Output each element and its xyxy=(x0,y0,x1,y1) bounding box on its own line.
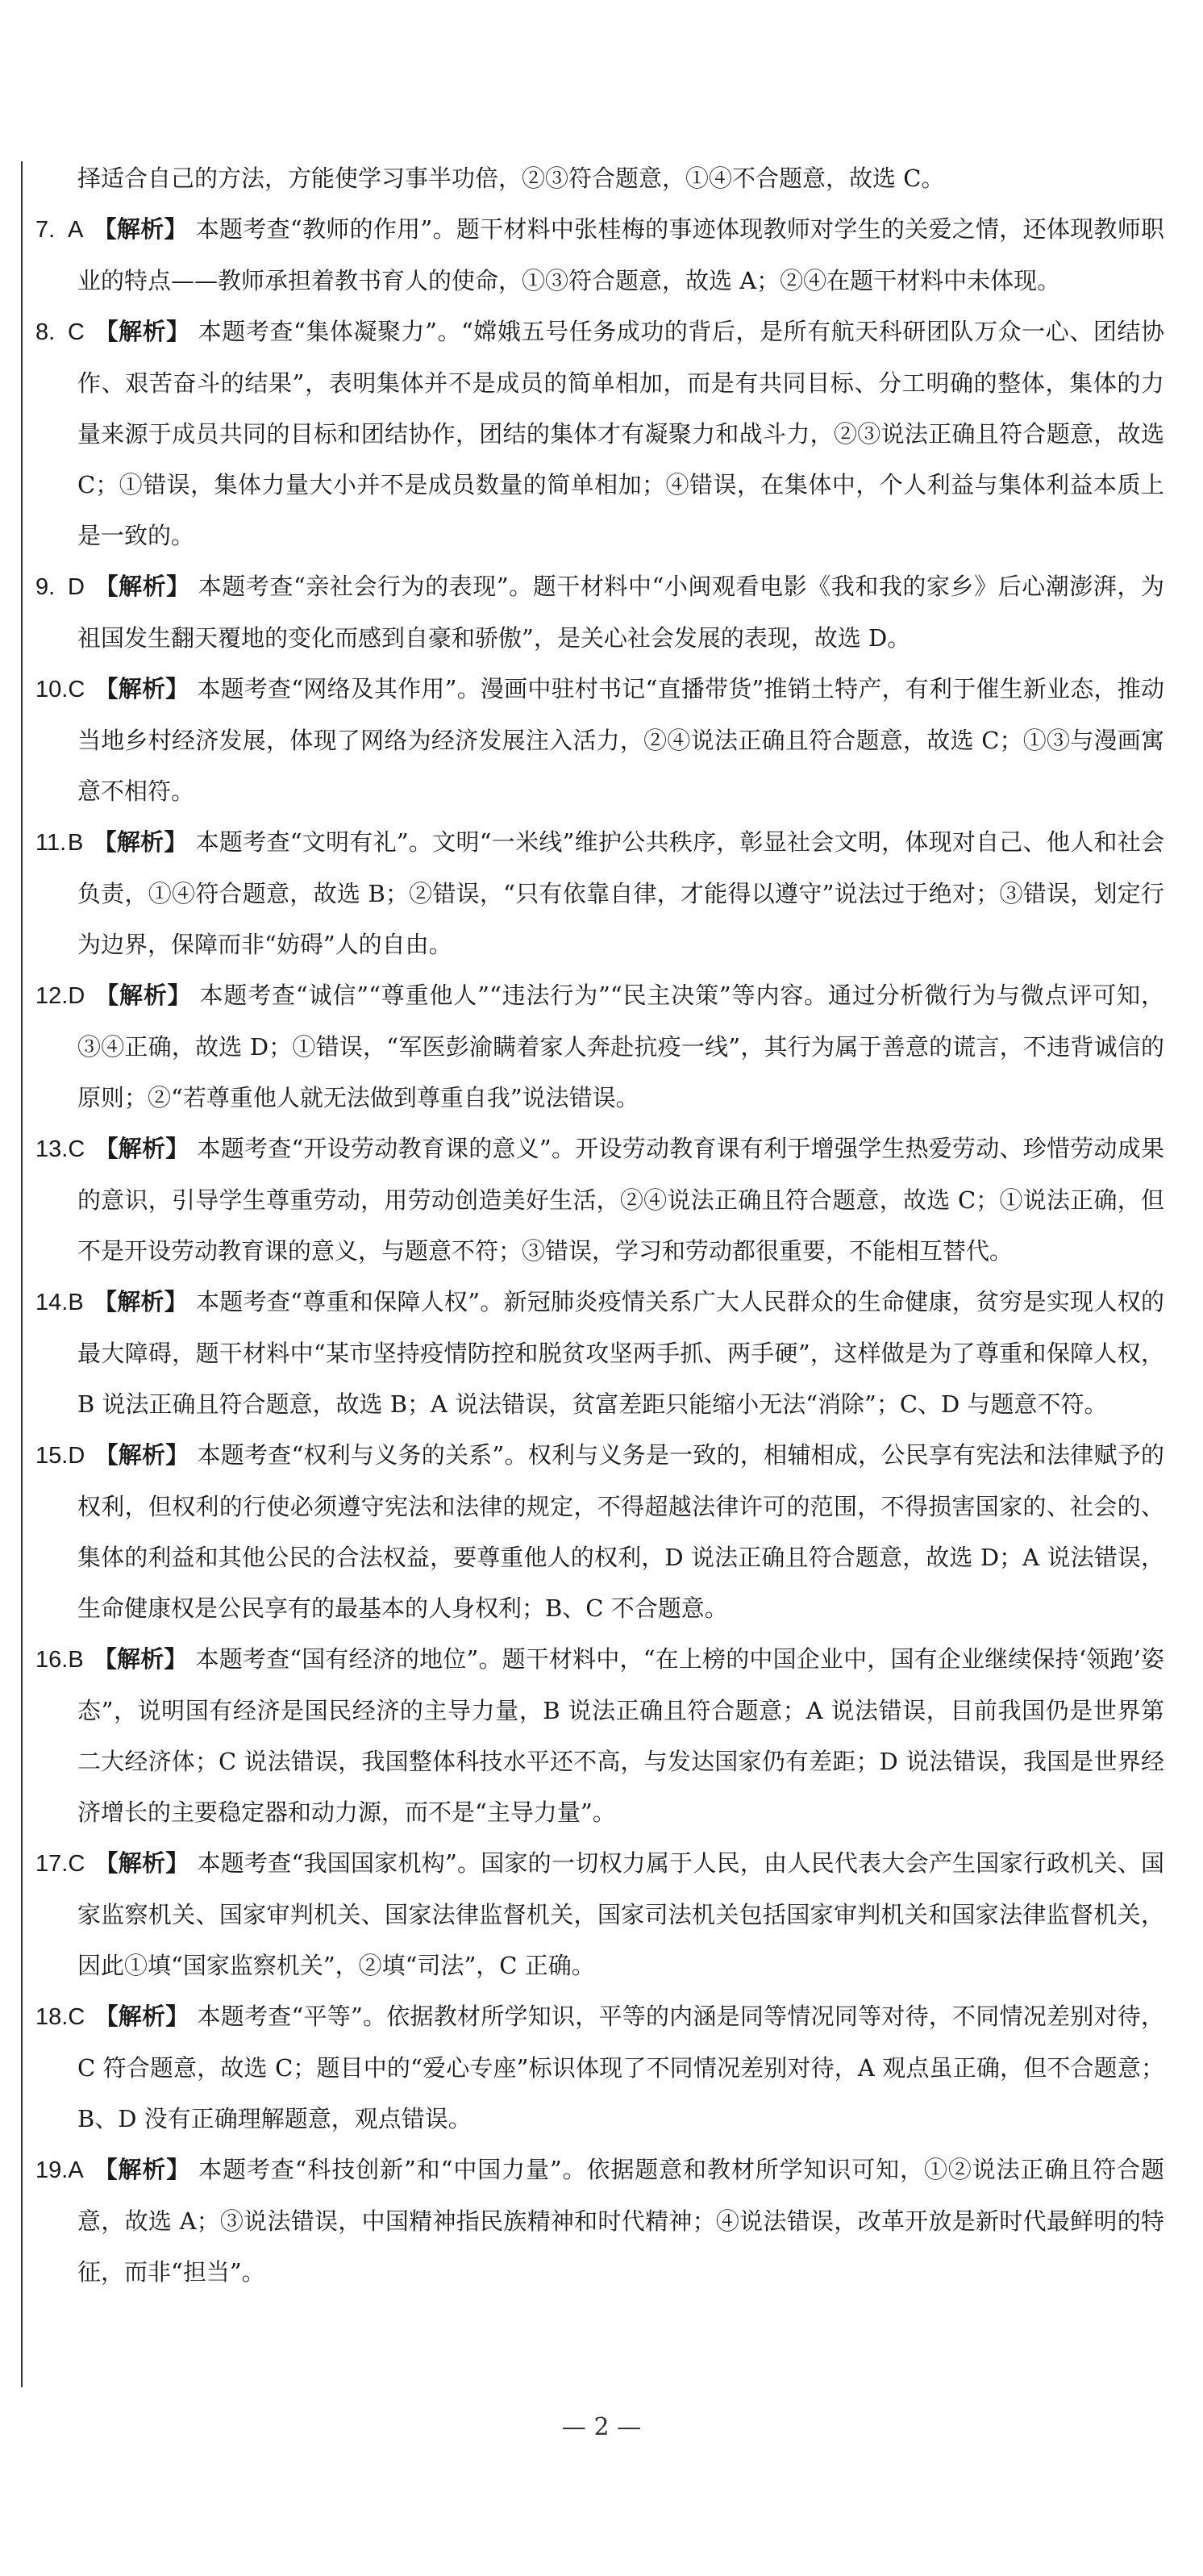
analysis-tag: 【解析】 xyxy=(94,675,189,702)
list-item xyxy=(35,1123,1164,1277)
explanation-text: 本题考查“开设劳动教育课的意义”。开设劳动教育课有利于增强学生热爱劳动、珍惜劳动成果的意识，引导学生尊重劳动，用劳动创造美好生活，②④说法正确且符合题意，故选 C；①说法正确，但不是开设劳动教育课的意义，与题意不符；③错误，学习和劳动都很重要，不能相互替代。 xyxy=(77,1135,1164,1265)
list-item xyxy=(35,664,1164,817)
list-item xyxy=(35,1430,1164,1634)
analysis-tag: 【解析】 xyxy=(93,828,188,856)
answer-letter: D xyxy=(68,574,85,600)
question-number: 7. xyxy=(35,217,56,243)
answer-letter: D xyxy=(68,983,85,1009)
answer-explanations xyxy=(35,153,1164,2298)
analysis-tag: 【解析】 xyxy=(94,1441,189,1469)
question-number: 9. xyxy=(35,574,56,600)
answer-letter: C xyxy=(68,677,85,702)
explanation-text: 本题考查“国有经济的地位”。题干材料中，“在上榜的中国企业中，国有企业继续保持‘领跑’姿态”，说明国有经济是国民经济的主导力量，B 说法正确且符合题意；A 说法错误，目前我国仍是世界第二大经济体；C 说法错误，我国整体科技水平还不高，与发达国家仍有差距；D 说法错误，我国是世界经济增长的主要稳定器和动力源，而不是“主导力量”。 xyxy=(77,1645,1164,1826)
question-number: 17. xyxy=(35,1851,69,1877)
question-number: 8. xyxy=(35,319,56,345)
explanation-text: 本题考查“尊重和保障人权”。新冠肺炎疫情关系广大人民群众的生命健康，贫穷是实现人权的最大障碍，题干材料中“某市坚持疫情防控和脱贫攻坚两手抓、两手硬”，这样做是为了尊重和保障人权，B 说法正确且符合题意，故选 B；A 说法错误，贫富差距只能缩小无法“消除”；C、D 与题意不符。 xyxy=(77,1288,1164,1418)
page-number: — 2 — xyxy=(561,2413,642,2441)
explanation-text: 本题考查“文明有礼”。文明“一米线”维护公共秩序，彰显社会文明，体现对自己、他人和社会负责，①④符合题意，故选 B；②错误，“只有依靠自律，才能得以遵守”说法过于绝对；③错误，划定行为边界，保障而非“妨碍”人的自由。 xyxy=(77,828,1164,958)
list-item xyxy=(35,1634,1164,1838)
analysis-tag: 【解析】 xyxy=(93,215,188,243)
question-number: 10. xyxy=(35,677,69,702)
analysis-tag: 【解析】 xyxy=(94,1849,189,1877)
explanation-text: 本题考查“集体凝聚力”。“嫦娥五号任务成功的背后，是所有航天科研团队万众一心、团结协作、艰苦奋斗的结果”，表明集体并不是成员的简单相加，而是有共同目标、分工明确的整体，集体的力量来源于成员共同的目标和团结协作，团结的集体才有凝聚力和战斗力，②③说法正确且符合题意，故选 C；①错误，集体力量大小并不是成员数量的简单相加；④错误，在集体中，个人利益与集体利益本质上是一致的。 xyxy=(77,318,1164,549)
analysis-tag: 【解析】 xyxy=(94,573,190,600)
analysis-tag: 【解析】 xyxy=(93,2156,191,2183)
list-item xyxy=(35,1838,1164,1991)
list-item xyxy=(35,1277,1164,1430)
explanation-text: 本题考查“科技创新”和“中国力量”。依据题意和教材所学知识可知，①②说法正确且符合题意，故选 A；③说法错误，中国精神指民族精神和时代精神；④说法错误，改革开放是新时代最鲜明的特征，而非“担当”。 xyxy=(77,2156,1164,2286)
explanation-text: 本题考查“权利与义务的关系”。权利与义务是一致的，相辅相成，公民享有宪法和法律赋予的权利，但权利的行使必须遵守宪法和法律的规定，不得超越法律许可的范围，不得损害国家的、社会的、集体的利益和其他公民的合法权益，要尊重他人的权利，D 说法正确且符合题意，故选 D；A 说法错误，生命健康权是公民享有的最基本的人身权利；B、C 不合题意。 xyxy=(77,1441,1164,1622)
left-margin-rule xyxy=(21,161,23,2387)
list-item xyxy=(35,970,1164,1123)
list-item xyxy=(35,204,1164,306)
answer-letter: B xyxy=(68,830,84,856)
answer-letter: C xyxy=(68,1136,85,1162)
answer-letter: B xyxy=(68,1290,84,1315)
question-number: 19. xyxy=(35,2157,69,2183)
intro-continuation: 择适合自己的方法，方能使学习事半功倍，②③符合题意，①④不合题意，故选 C。 xyxy=(77,165,945,192)
question-number: 12. xyxy=(35,983,69,1009)
analysis-tag: 【解析】 xyxy=(93,1288,189,1315)
question-number: 16. xyxy=(35,1647,69,1673)
question-number: 14. xyxy=(35,1290,69,1315)
question-number: 15. xyxy=(35,1443,69,1469)
answer-letter: B xyxy=(68,1647,84,1673)
question-number: 11. xyxy=(35,830,67,856)
answer-letter: C xyxy=(68,2004,85,2030)
list-item xyxy=(35,561,1164,664)
list-item xyxy=(35,1991,1164,2145)
explanation-text: 本题考查“诚信”“尊重他人”“违法行为”“民主决策”等内容。通过分析微行为与微点评可知，③④正确，故选 D；①错误，“军医彭渝瞒着家人奔赴抗疫一线”，其行为属于善意的谎言，不违背诚信的原则；②“若尊重他人就无法做到尊重自我”说法错误。 xyxy=(77,982,1164,1111)
answer-letter: C xyxy=(68,319,85,345)
question-number: 18. xyxy=(35,2004,69,2030)
explanation-text: 本题考查“网络及其作用”。漫画中驻村书记“直播带货”推销土特产，有利于催生新业态，推动当地乡村经济发展，体现了网络为经济发展注入活力，②④说法正确且符合题意，故选 C；①③与漫画寓意不相符。 xyxy=(77,675,1164,805)
explanation-text: 本题考查“我国国家机构”。国家的一切权力属于人民，由人民代表大会产生国家行政机关、国家监察机关、国家审判机关、国家法律监督机关，国家司法机关包括国家审判机关和国家法律监督机关，因此①填“国家监察机关”，②填“司法”，C 正确。 xyxy=(77,1849,1164,1979)
answer-letter: A xyxy=(68,217,84,243)
answer-letter: A xyxy=(68,2157,84,2183)
question-number: 13. xyxy=(35,1136,69,1162)
explanation-text: 本题考查“平等”。依据教材所学知识，平等的内涵是同等情况同等对待，不同情况差别对待，C 符合题意，故选 C；题目中的“爱心专座”标识体现了不同情况差别对待，A 观点虽正确，但不合题意；B、D 没有正确理解题意，观点错误。 xyxy=(77,2003,1164,2132)
explanation-list xyxy=(35,204,1164,2298)
answer-letter: D xyxy=(68,1443,85,1469)
analysis-tag: 【解析】 xyxy=(94,2003,189,2030)
analysis-tag: 【解析】 xyxy=(94,318,190,345)
explanation-text: 本题考查“教师的作用”。题干材料中张桂梅的事迹体现教师对学生的关爱之情，还体现教师职业的特点——教师承担着教书育人的使命，①③符合题意，故选 A；②④在题干材料中未体现。 xyxy=(77,215,1164,294)
list-item xyxy=(35,306,1164,561)
answer-letter: C xyxy=(68,1851,85,1877)
analysis-tag: 【解析】 xyxy=(94,1135,189,1162)
analysis-tag: 【解析】 xyxy=(94,982,192,1009)
list-item xyxy=(35,2145,1164,2298)
analysis-tag: 【解析】 xyxy=(93,1645,188,1673)
list-item xyxy=(35,817,1164,970)
explanation-text: 本题考查“亲社会行为的表现”。题干材料中“小闽观看电影《我和我的家乡》后心潮澎湃，为祖国发生翻天覆地的变化而感到自豪和骄傲”，是关心社会发展的表现，故选 D。 xyxy=(77,573,1164,652)
